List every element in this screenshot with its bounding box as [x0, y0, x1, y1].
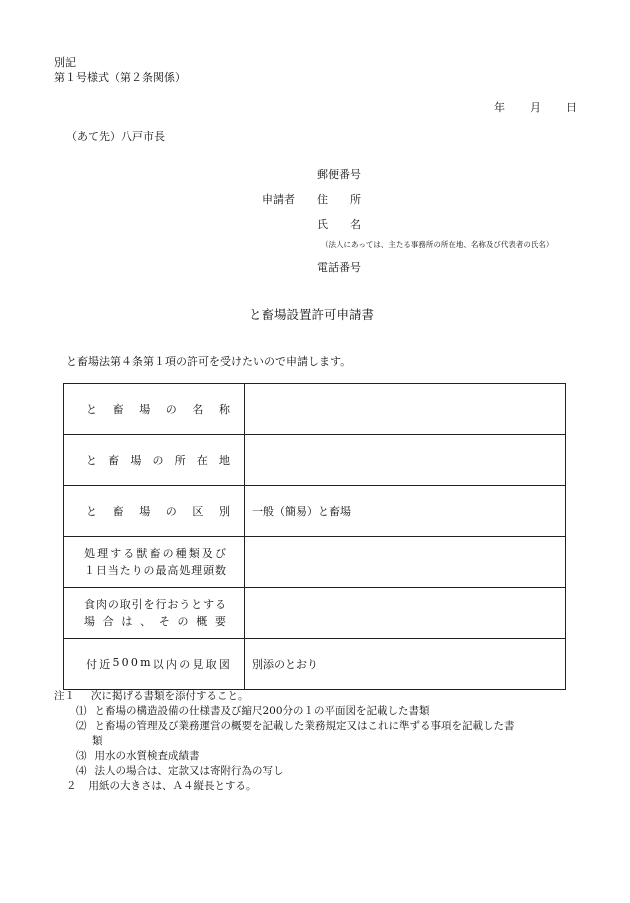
row-value[interactable]: 一般（簡易）と畜場	[245, 486, 566, 537]
label-char: 称	[218, 403, 230, 416]
label-char: 図	[218, 658, 230, 671]
note-2-text: 用紙の大きさは、Ａ４縦長とする。	[88, 780, 257, 792]
label-line: 場 合 は 、 そ の 概 要	[84, 615, 226, 628]
note-item	[54, 764, 515, 779]
label-char: 在	[196, 454, 208, 467]
label-char: 地	[218, 454, 230, 467]
document-title: と畜場設置許可申請書	[249, 307, 375, 322]
note-item	[54, 749, 515, 764]
phone-label: 電話番号	[317, 261, 361, 274]
row-label	[64, 639, 245, 690]
note-item	[54, 704, 515, 719]
applicant-role: 申請者	[262, 193, 295, 206]
row-value[interactable]	[245, 537, 566, 588]
row-label	[64, 588, 245, 639]
label-char: 場	[139, 403, 151, 416]
note-2	[54, 779, 515, 794]
note-item-number: ⑷	[76, 765, 87, 777]
label-char: 5	[112, 656, 120, 669]
label-char: 場	[130, 454, 142, 467]
label-char: 畜	[112, 505, 124, 518]
note-item-text: 用水の水質検査成績書	[94, 750, 200, 762]
table-row	[64, 435, 566, 486]
note-item-number: ⑴	[76, 705, 87, 717]
label-char: 取	[205, 658, 217, 671]
label-char: の	[165, 505, 177, 518]
label-char: 0	[130, 656, 138, 669]
label-char: と	[86, 505, 97, 518]
label-char: 名	[192, 403, 204, 416]
table-row	[64, 384, 566, 435]
form-number: 第１号様式（第２条関係）	[54, 71, 186, 84]
label-line: １ 日 当 た り の 最 高 処 理 頭 数	[84, 564, 226, 577]
note-item-text: と畜場の管理及び業務運営の概要を記載した業務規定又はこれに準ずる事項を記載した書	[94, 720, 515, 732]
label-char: 内	[165, 658, 177, 671]
label-char: m	[140, 656, 151, 669]
date-day: 日	[566, 101, 577, 114]
row-label	[64, 435, 245, 486]
label-char: と	[86, 454, 97, 467]
label-char: 近	[99, 658, 111, 671]
row-value[interactable]	[245, 384, 566, 435]
name-label: 氏 名	[317, 218, 361, 231]
note-item-number: ⑵	[76, 720, 87, 732]
date-month: 月	[530, 101, 541, 114]
label-line: 食 肉 の 取 引 を 行 お う と す る	[84, 597, 226, 611]
label-char: の	[179, 658, 191, 671]
application-table	[63, 383, 566, 690]
label-char: の	[152, 454, 164, 467]
notes-section	[54, 689, 515, 794]
label-char: 畜	[108, 454, 120, 467]
label-char: 見	[192, 658, 204, 671]
postal-label: 郵便番号	[317, 168, 361, 181]
label-char: と	[86, 403, 97, 416]
note-1-head: 注１	[54, 690, 75, 702]
note-item-text: と畜場の構造設備の仕様書及び縮尺200分の１の平面図を記載した書類	[94, 705, 430, 717]
row-label	[64, 537, 245, 588]
note-1-text: 次に掲げる書類を添付すること。	[91, 690, 249, 702]
label-char: 別	[218, 505, 230, 518]
note-2-head: ２	[66, 780, 77, 792]
label-char: 畜	[112, 403, 124, 416]
label-char: 場	[139, 505, 151, 518]
appendix-label: 別記	[54, 56, 76, 69]
note-item-text: 法人の場合は、定款又は寄附行為の写し	[94, 765, 284, 777]
table-row	[64, 486, 566, 537]
label-char: 以	[152, 658, 164, 671]
label-char: 0	[121, 656, 129, 669]
date-year: 年	[494, 101, 505, 114]
name-note: （法人にあっては、主たる事務所の所在地、名称及び代表者の氏名）	[321, 240, 554, 249]
table-row	[64, 537, 566, 588]
row-value[interactable]	[245, 435, 566, 486]
label-char: 所	[174, 454, 186, 467]
row-label	[64, 384, 245, 435]
note-item-number: ⑶	[76, 750, 87, 762]
label-line: 処 理 す る 獣 畜 の 種 類 及 び	[84, 546, 226, 560]
note-item	[54, 719, 515, 734]
row-value[interactable]: 別添のとおり	[245, 639, 566, 690]
note-item-continuation: 類	[92, 735, 103, 747]
label-char: 区	[192, 505, 204, 518]
table-row	[64, 639, 566, 690]
note-1	[54, 689, 515, 704]
label-char: の	[165, 403, 177, 416]
addressee: （あて先）八戸市長	[66, 130, 165, 143]
address-label: 住 所	[317, 193, 361, 206]
row-label	[64, 486, 245, 537]
intro-text: と畜場法第４条第１項の許可を受けたいので申請します。	[66, 355, 352, 368]
label-char: 付	[86, 658, 97, 671]
table-row	[64, 588, 566, 639]
row-value[interactable]	[245, 588, 566, 639]
